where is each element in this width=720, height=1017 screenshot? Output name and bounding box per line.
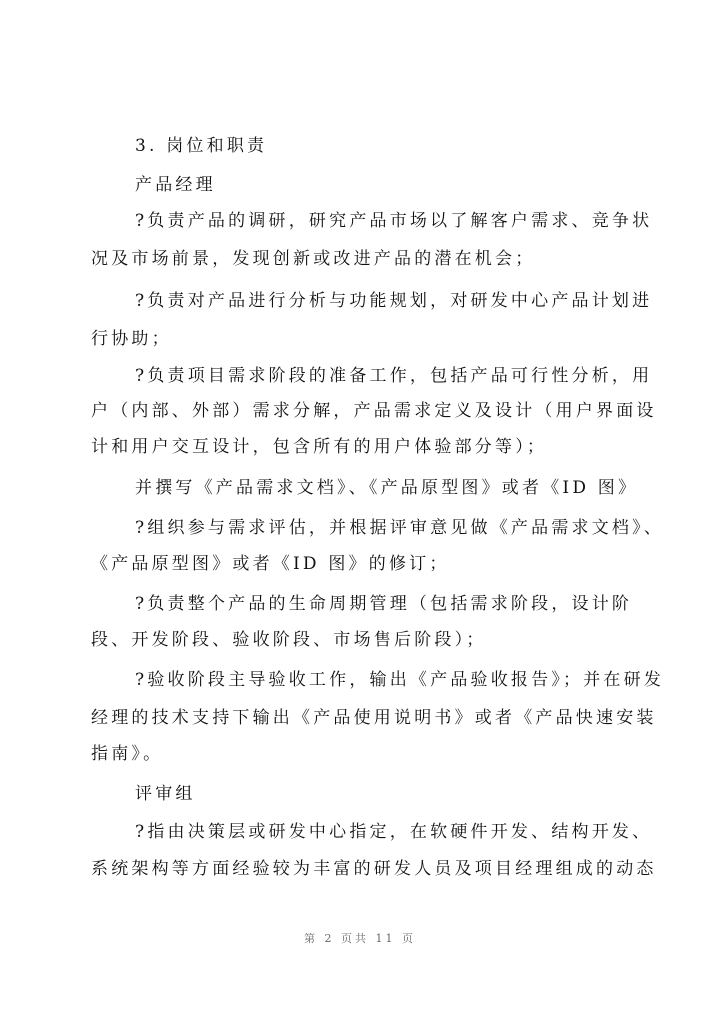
paragraph-line: 况及市场前景，发现创新或改进产品的潜在机会； <box>91 249 536 269</box>
paragraph-line: ?验收阶段主导验收工作，输出《产品验收报告》；并在研发 <box>135 670 665 690</box>
paragraph-line: ?组织参与需求评估，并根据评审意见做《产品需求文档》、 <box>135 518 665 538</box>
paragraph-line: 经理的技术支持下输出《产品使用说明书》或者《产品快速安装 <box>91 708 657 728</box>
paragraph-line: 《产品原型图》或者《ID 图》的修订； <box>91 554 450 574</box>
page-footer: 第 2 页共 11 页 <box>304 932 416 945</box>
paragraph-line: 计和用户交互设计，包含所有的用户体验部分等）； <box>91 437 548 457</box>
paragraph-line: 系统架构等方面经验较为丰富的研发人员及项目经理组成的动态 <box>91 859 657 879</box>
subheading-review-group: 评审组 <box>135 784 196 804</box>
paragraph-line: ?负责产品的调研，研究产品市场以了解客户需求、竞争状 <box>135 211 653 231</box>
paragraph-line: ?指由决策层或研发中心指定，在软硬件开发、结构开发、 <box>135 822 653 842</box>
section-heading: 3. 岗位和职责 <box>135 136 268 156</box>
paragraph-line: 户（内部、外部）需求分解，产品需求定义及设计（用户界面设 <box>91 401 657 421</box>
paragraph-line: 并撰写《产品需求文档》、《产品原型图》或者《ID 图》 <box>135 478 639 498</box>
paragraph-line: 指南》。 <box>91 744 164 764</box>
paragraph-line: ?负责整个产品的生命周期管理（包括需求阶段，设计阶 <box>135 594 633 614</box>
subheading-product-manager: 产品经理 <box>135 175 216 195</box>
paragraph-line: ?负责对产品进行分析与功能规划，对研发中心产品计划进 <box>135 291 653 311</box>
paragraph-line: 段、开发阶段、验收阶段、市场售后阶段）； <box>91 630 487 650</box>
paragraph-line: ?负责项目需求阶段的准备工作，包括产品可行性分析，用 <box>135 366 653 386</box>
paragraph-line: 行协助； <box>91 329 172 349</box>
